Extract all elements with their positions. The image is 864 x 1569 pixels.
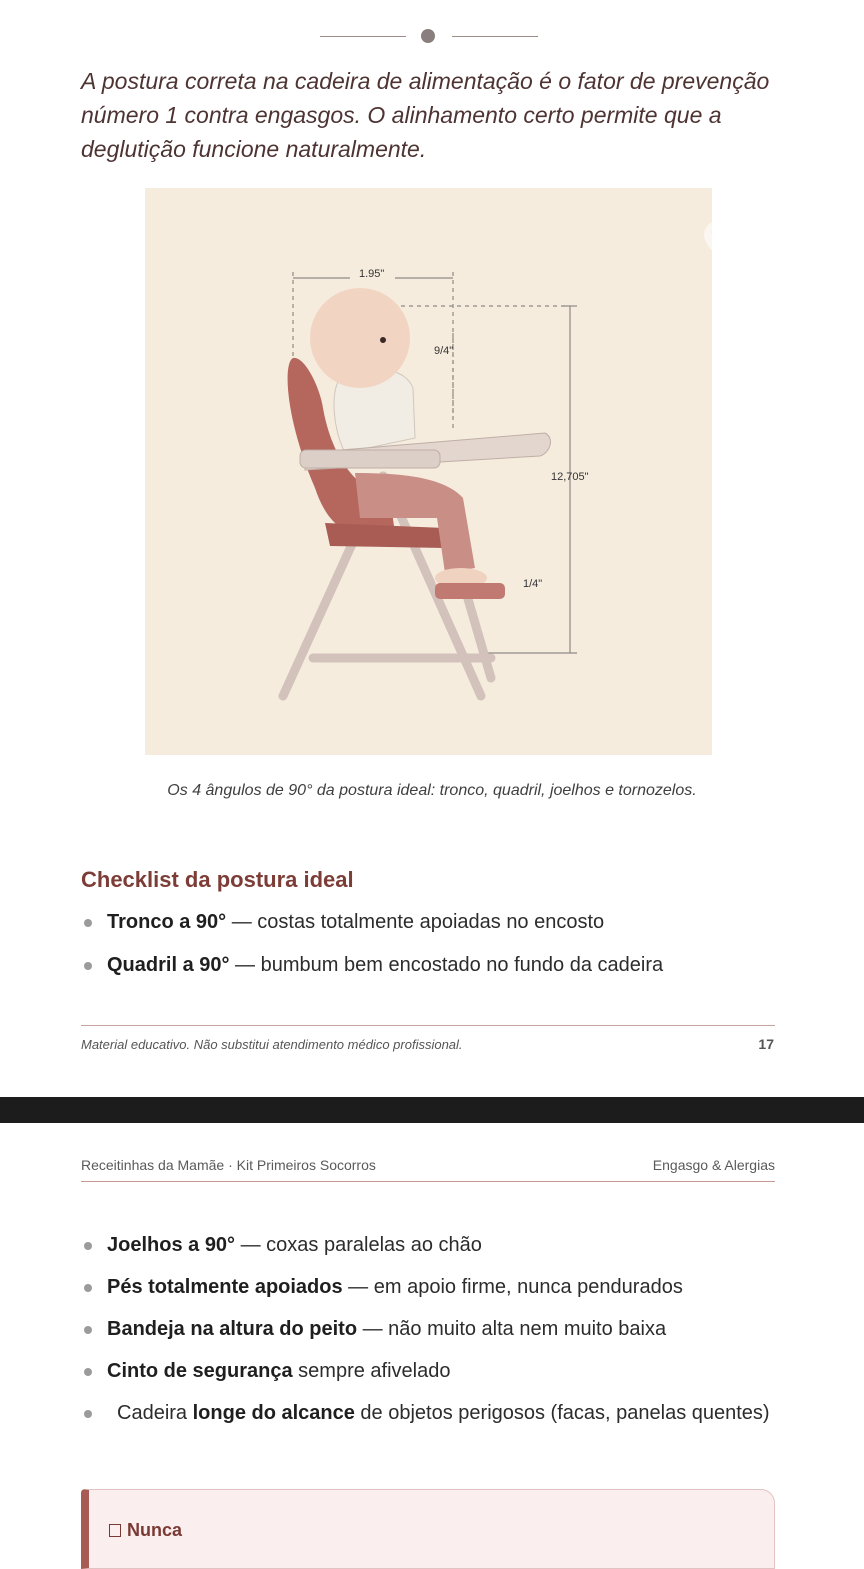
baby-head xyxy=(310,288,410,388)
callout-label: Nunca xyxy=(109,1520,182,1541)
footer-disclaimer: Material educativo. Não substitui atendimento médico profissional. xyxy=(81,1037,463,1052)
checklist-page2 xyxy=(81,1231,775,1441)
list-item: Joelhos a 90° — coxas paralelas ao chão xyxy=(81,1231,775,1259)
page-number: 17 xyxy=(758,1036,774,1052)
divider-ornament xyxy=(318,28,538,44)
list-item: Tronco a 90° — costas totalmente apoiadas no encosto xyxy=(81,908,775,936)
intro-paragraph: A postura correta na cadeira de alimentação é o fator de prevenção número 1 contra engasgos. O alinhamento certo permite que a deglutição funcione naturalmente. xyxy=(81,68,770,162)
watermark-left: Re xyxy=(41,612,151,718)
checklist-title: Checklist da postura ideal xyxy=(81,867,354,892)
dimension-label-foot: 1/4" xyxy=(523,578,543,590)
checklist-page1 xyxy=(81,908,775,994)
high-chair-illustration xyxy=(41,188,754,755)
list-item: Quadril a 90° — bumbum bem encostado no fundo da cadeira xyxy=(81,951,775,979)
watermark-right: e xyxy=(682,193,754,273)
running-header-right: Engasgo & Alergias xyxy=(652,1157,775,1173)
footer-rule xyxy=(81,1025,775,1026)
header-rule xyxy=(81,1181,775,1182)
figure-caption: Os 4 ângulos de 90° da postura ideal: tronco, quadril, joelhos e tornozelos. xyxy=(167,782,697,799)
warning-callout xyxy=(81,1489,775,1569)
divider-line-left xyxy=(320,36,406,37)
high-chair-drawing xyxy=(145,188,712,755)
list-item: Cadeira longe do alcance de objetos perigosos (facas, panelas quentes) xyxy=(81,1399,775,1427)
running-header-left: Receitinhas da Mamãe · Kit Primeiros Socorros xyxy=(81,1157,376,1173)
page-separator xyxy=(0,1097,864,1123)
chair-seat xyxy=(325,523,445,548)
checkbox-icon xyxy=(109,1524,121,1537)
dimension-label-height: 12,705" xyxy=(551,471,589,483)
dimension-label-head: 9/4" xyxy=(434,345,454,357)
divider-dot xyxy=(421,29,435,43)
chair-footrest xyxy=(435,583,505,599)
list-item: Bandeja na altura do peito — não muito alta nem muito baixa xyxy=(81,1315,775,1343)
running-header xyxy=(81,1157,775,1173)
dimension-label-width: 1.95" xyxy=(359,268,385,280)
list-item: Pés totalmente apoiados — em apoio firme, nunca pendurados xyxy=(81,1273,775,1301)
list-item: Cinto de segurança sempre afivelado xyxy=(81,1357,775,1385)
divider-line-right xyxy=(452,36,538,37)
